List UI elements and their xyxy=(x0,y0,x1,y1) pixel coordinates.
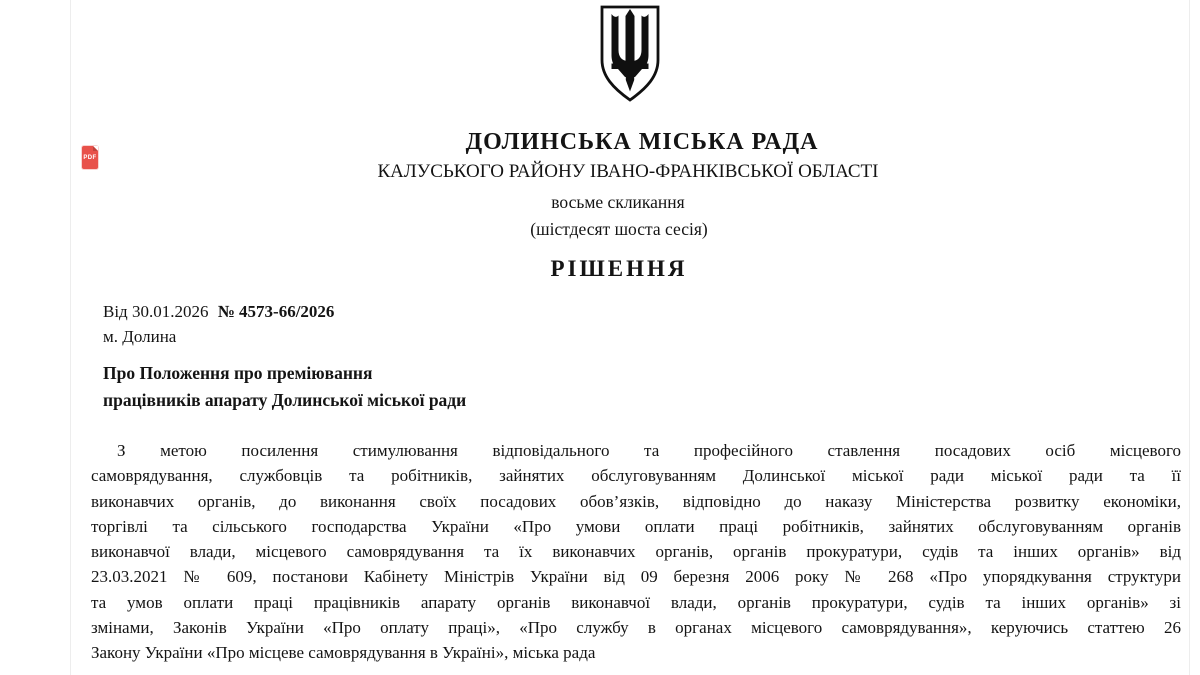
pdf-icon-label: PDF xyxy=(83,155,97,161)
session-line: (шістдесят шоста сесія) xyxy=(530,219,708,239)
body-line: торгівлі та сільського господарства України «Про умови оплати праці робітників, зайнятих обслуговуванням органів xyxy=(91,516,1181,536)
subject-line-2: працівників апарату Долинської міської ради xyxy=(103,390,467,410)
body-line: та умов оплати праці працівників апарату органів виконавчої влади, органів прокуратури, судів та інших органів» зі xyxy=(91,592,1181,612)
document-page xyxy=(70,0,1190,675)
decision-number: № 4573-66/2026 xyxy=(217,302,335,321)
body-line: виконавчої влади, місцевого самоврядування та їх виконавчих органів, органів прокуратури, судів та інших органів» від xyxy=(91,542,1181,562)
ukraine-trident-emblem-icon xyxy=(597,4,663,104)
decision-date-number xyxy=(103,302,334,322)
body-line: виконавчих органів, до виконання своїх посадових обов’язків, відповідно до наказу Міністерства розвитку економіки, xyxy=(91,491,1181,511)
body-line: самоврядування, службовців та робітників, зайнятих обслуговуванням Долинської міської ради міської ради та її xyxy=(91,466,1181,486)
decision-body-paragraph xyxy=(91,438,1181,666)
convocation-line: восьме скликання xyxy=(551,192,685,212)
body-line: Закону України «Про місцеве самоврядування в Україні», міська рада xyxy=(91,643,596,663)
decision-type-heading: РІШЕННЯ xyxy=(550,256,688,281)
body-line: 23.03.2021 № 609, постанови Кабінету Міністрів України від 09 березня 2006 року № 268 «Про упорядкування структури xyxy=(91,567,1181,587)
decision-city: м. Долина xyxy=(103,327,177,346)
org-name-heading: ДОЛИНСЬКА МІСЬКА РАДА xyxy=(465,129,819,155)
decision-date: Від 30.01.2026 xyxy=(103,302,209,321)
org-region-heading: КАЛУСЬКОГО РАЙОНУ ІВАНО-ФРАНКІВСЬКОЇ ОБЛАСТІ xyxy=(377,161,879,182)
body-line: змінами, Законів України «Про оплату праці», «Про службу в органах місцевого самоврядування», керуючись статтею 26 xyxy=(91,618,1181,638)
subject-line-1: Про Положення про преміювання xyxy=(103,363,373,383)
body-line: З метою посилення стимулювання відповідального та професійного ставлення посадових осіб місцевого xyxy=(117,441,1181,460)
